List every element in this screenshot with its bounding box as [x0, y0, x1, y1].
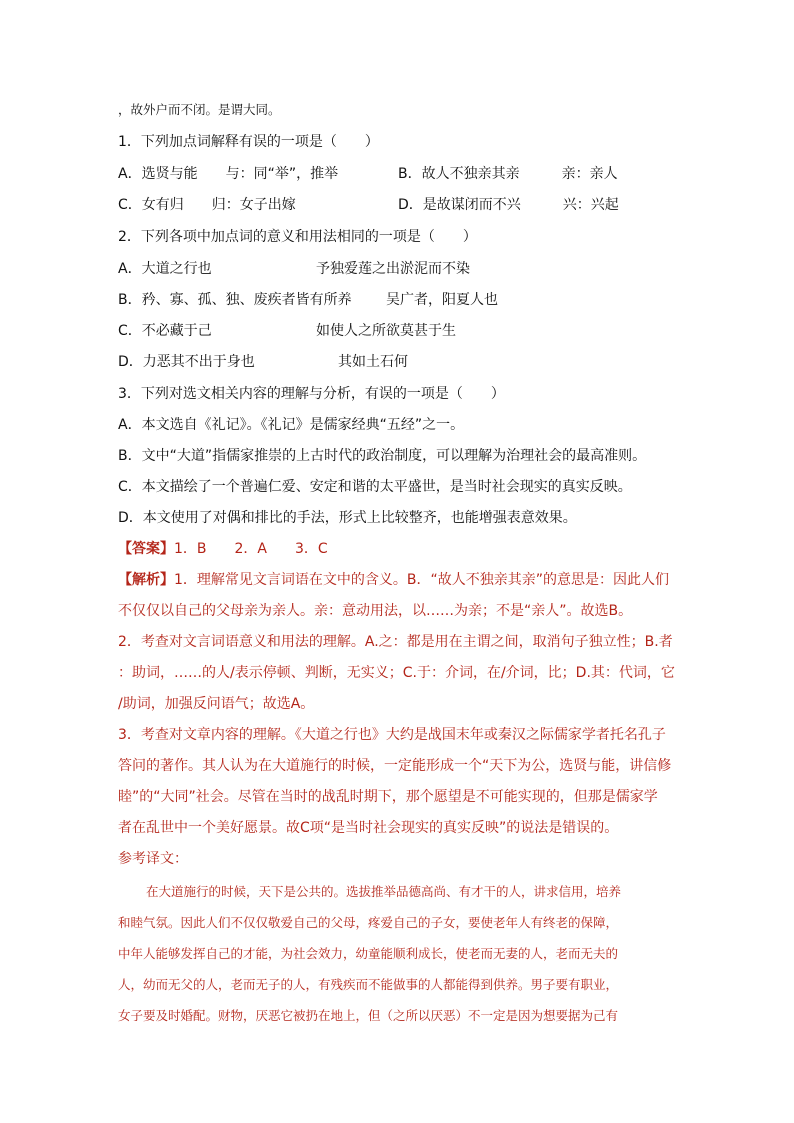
translation-line-2: 和睦气氛。因此人们不仅仅敬爱自己的父母，疼爱自己的子女，要使老年人有终老的保障，: [118, 915, 619, 930]
analysis-label: 【解析】: [118, 572, 174, 588]
q2-option-a-left: A．大道之行也: [118, 261, 212, 277]
q3-option-d: D．本文使用了对偶和排比的手法，形式上比较整齐，也能增强表意效果。: [118, 510, 577, 526]
q1-stem: 1．下列加点词解释有误的一项是（ ）: [118, 134, 379, 150]
q2-option-b-left: B．矜、寡、孤、独、废疾者皆有所养: [118, 292, 352, 308]
translation-line-3: 中年人能够发挥自己的才能，为社会效力，幼童能顺利成长，使老而无妻的人，老而无夫的: [118, 946, 619, 961]
analysis-line-5: /助词，加强反问语气；故选A。: [118, 696, 315, 712]
q2-option-d-right: 其如土石何: [338, 354, 408, 370]
q2-option-d: [118, 352, 408, 372]
q1-option-d: D．是故谋闭而不兴 兴：兴起: [398, 197, 619, 213]
q2-option-d-left: D．力恶其不出于身也: [118, 354, 255, 370]
translation-line-5: 女子要及时婚配。财物，厌恶它被扔在地上，但（之所以厌恶）不一定是因为想要据为己有: [118, 1008, 619, 1023]
q2-option-c: [118, 321, 456, 341]
q1-option-a: A．选贤与能 与：同“举”，推举: [118, 166, 339, 182]
analysis-line-2: 不仅仅以自己的父母亲为亲人。亲：意动用法，以……为亲；不是“亲人”。故选B。: [118, 603, 633, 619]
q3-stem: 3．下列对选文相关内容的理解与分析，有误的一项是（ ）: [118, 386, 505, 402]
q2-option-b: [118, 290, 498, 310]
top-fragment: ，故外户而不闭。是谓大同。: [118, 102, 281, 117]
translation-line-1: 在大道施行的时候，天下是公共的。选拔推举品德高尚、有才干的人，讲求信用，培养: [146, 884, 622, 899]
analysis-line-7: 答问的著作。其人认为在大道施行的时候，一定能形成一个“天下为公，选贤与能，讲信修: [118, 758, 672, 774]
translation-title: 参考译文：: [118, 851, 188, 867]
analysis-line-3: 2．考查对文言词语意义和用法的理解。A.之：都是用在主谓之间，取消句子独立性；B.者: [118, 634, 673, 650]
analysis-line-9: 者在乱世中一个美好愿景。故C项“是当时社会现实的真实反映”的说法是错误的。: [118, 820, 619, 836]
analysis-text-1: 1．理解常见文言词语在文中的含义。B．“故人不独亲其亲”的意思是：因此人们: [174, 572, 670, 588]
analysis-line-1: [118, 570, 669, 590]
translation-line-4: 人，幼而无父的人，老而无子的人，有残疾而不能做事的人都能得到供养。男子要有职业，: [118, 977, 619, 992]
q2-option-c-left: C．不必藏于己: [118, 323, 212, 339]
q3-option-a: A．本文选自《礼记》。《礼记》是儒家经典“五经”之一。: [118, 417, 465, 433]
q2-option-b-right: 吴广者，阳夏人也: [386, 292, 498, 308]
q2-stem: 2．下列各项中加点词的意义和用法相同的一项是（ ）: [118, 229, 477, 245]
answer-line: [118, 539, 328, 559]
q3-option-b: B．文中“大道”指儒家推崇的上古时代的政治制度，可以理解为治理社会的最高准则。: [118, 448, 647, 464]
answer-label: 【答案】: [118, 541, 174, 557]
q1-option-b: B．故人不独亲其亲 亲：亲人: [398, 166, 618, 182]
q2-option-a-right: 予独爱莲之出淤泥而不染: [316, 261, 470, 277]
analysis-line-8: 睦”的“大同”社会。尽管在当时的战乱时期下，那个愿望是不可能实现的，但那是儒家学: [118, 789, 658, 805]
q3-option-c: C．本文描绘了一个普遍仁爱、安定和谐的太平盛世，是当时社会现实的真实反映。: [118, 479, 632, 495]
analysis-line-4: ：助词，……的人/表示停顿、判断，无实义；C.于：介词，在/介词，比；D.其：代词，它: [118, 665, 675, 681]
q1-option-c: C．女有归 归：女子出嫁: [118, 197, 296, 213]
answer-text: 1．B 2．A 3．C: [174, 541, 328, 557]
q2-option-a: [118, 259, 470, 279]
analysis-line-6: 3．考查对文章内容的理解。《大道之行也》大约是战国末年或秦汉之际儒家学者托名孔子: [118, 727, 666, 743]
q2-option-c-right: 如使人之所欲莫甚于生: [316, 323, 456, 339]
